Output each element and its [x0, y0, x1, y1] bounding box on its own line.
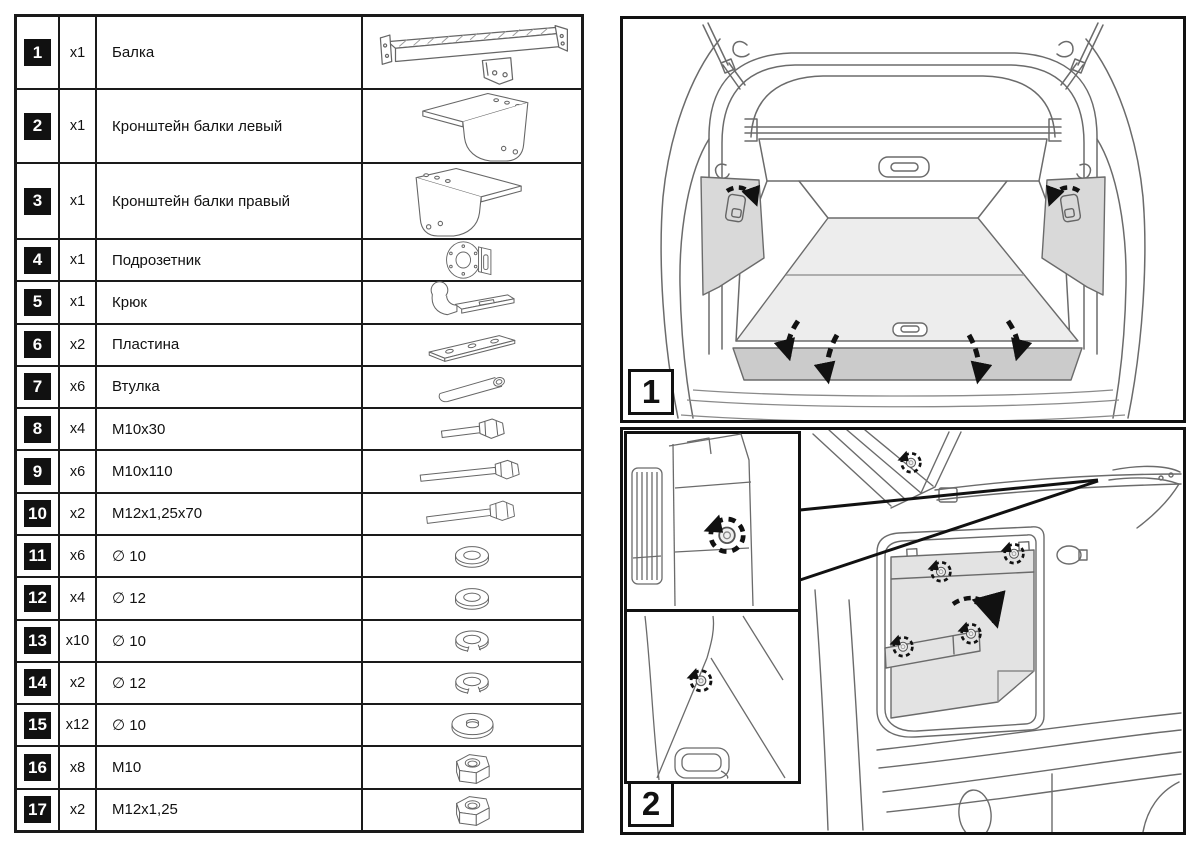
- part-number-badge: 10: [24, 500, 51, 527]
- table-row: [17, 451, 581, 493]
- part-name: M10: [97, 747, 363, 787]
- part-number-badge: 2: [24, 113, 51, 140]
- step-2-panel: [620, 427, 1186, 835]
- part-number-badge: 13: [24, 627, 51, 654]
- part-quantity: x2: [60, 790, 97, 830]
- trim-removal-illustration: [623, 430, 1183, 832]
- part-name: Кронштейн балки левый: [97, 90, 363, 162]
- part-name: Балка: [97, 17, 363, 88]
- table-row: [17, 17, 581, 90]
- table-row: [17, 494, 581, 536]
- washer-part-icon: [363, 536, 581, 576]
- part-name: M10x110: [97, 451, 363, 491]
- nut-part-icon: [363, 790, 581, 830]
- towball-hook-part-icon: [363, 282, 581, 322]
- table-row: [17, 325, 581, 367]
- screw-rotation-icon: [898, 451, 921, 472]
- part-number-badge: 12: [24, 585, 51, 612]
- part-name: M12x1,25: [97, 790, 363, 830]
- part-quantity: x4: [60, 409, 97, 449]
- part-quantity: x2: [60, 325, 97, 365]
- table-row: [17, 409, 581, 451]
- washer-part-icon: [363, 578, 581, 618]
- part-name: Пластина: [97, 325, 363, 365]
- table-row: [17, 536, 581, 578]
- part-quantity: x1: [60, 17, 97, 88]
- part-name: Втулка: [97, 367, 363, 407]
- part-quantity: x6: [60, 536, 97, 576]
- table-row: [17, 705, 581, 747]
- part-number-badge: 9: [24, 458, 51, 485]
- part-quantity: x1: [60, 240, 97, 280]
- inset-vent-grille-detail: [626, 433, 800, 611]
- medium-bolt-part-icon: [363, 494, 581, 534]
- part-name: ∅ 10: [97, 536, 363, 576]
- part-quantity: x4: [60, 578, 97, 618]
- table-row: [17, 663, 581, 705]
- right-bracket-part-icon: [363, 164, 581, 238]
- plate-part-icon: [363, 325, 581, 365]
- part-number-badge: 7: [24, 373, 51, 400]
- part-quantity: x6: [60, 451, 97, 491]
- nut-part-icon: [363, 747, 581, 787]
- left-bracket-part-icon: [363, 90, 581, 162]
- part-number-badge: 6: [24, 331, 51, 358]
- table-row: [17, 747, 581, 789]
- part-quantity: x1: [60, 90, 97, 162]
- part-name: ∅ 10: [97, 621, 363, 661]
- table-row: [17, 790, 581, 830]
- table-row: [17, 578, 581, 620]
- part-name: M12x1,25x70: [97, 494, 363, 534]
- part-name: Подрозетник: [97, 240, 363, 280]
- part-number-badge: 1: [24, 39, 51, 66]
- part-quantity: x8: [60, 747, 97, 787]
- part-name: ∅ 12: [97, 663, 363, 703]
- parts-table: [14, 14, 584, 833]
- part-number-badge: 5: [24, 289, 51, 316]
- step-2-label: 2: [628, 781, 674, 827]
- part-name: ∅ 10: [97, 705, 363, 745]
- bumper-sill: [733, 348, 1082, 380]
- table-row: [17, 367, 581, 409]
- car-rear-trunk-illustration: [623, 19, 1183, 420]
- inset-trim-handle-detail: [626, 611, 800, 783]
- flat-washer-part-icon: [363, 705, 581, 745]
- table-row: [17, 90, 581, 164]
- part-name: M10x30: [97, 409, 363, 449]
- part-number-badge: 17: [24, 796, 51, 823]
- part-name: Крюк: [97, 282, 363, 322]
- beam-part-icon: [363, 17, 581, 88]
- spring-washer-part-icon: [363, 621, 581, 661]
- part-quantity: x1: [60, 282, 97, 322]
- table-row: [17, 282, 581, 324]
- part-quantity: x12: [60, 705, 97, 745]
- bushing-part-icon: [363, 367, 581, 407]
- part-number-badge: 11: [24, 543, 51, 570]
- part-name: ∅ 12: [97, 578, 363, 618]
- step-1-panel: [620, 16, 1186, 423]
- long-bolt-part-icon: [363, 451, 581, 491]
- part-number-badge: 4: [24, 247, 51, 274]
- part-quantity: x2: [60, 494, 97, 534]
- part-name: Кронштейн балки правый: [97, 164, 363, 238]
- step-1-label: 1: [628, 369, 674, 415]
- table-row: [17, 164, 581, 240]
- part-number-badge: 8: [24, 416, 51, 443]
- part-number-badge: 3: [24, 188, 51, 215]
- socket-plate-part-icon: [363, 240, 581, 280]
- part-number-badge: 15: [24, 712, 51, 739]
- spring-washer-part-icon: [363, 663, 581, 703]
- table-row: [17, 240, 581, 282]
- part-number-badge: 14: [24, 669, 51, 696]
- short-bolt-part-icon: [363, 409, 581, 449]
- part-quantity: x6: [60, 367, 97, 407]
- table-row: [17, 621, 581, 663]
- part-quantity: x2: [60, 663, 97, 703]
- part-quantity: x10: [60, 621, 97, 661]
- part-number-badge: 16: [24, 754, 51, 781]
- part-quantity: x1: [60, 164, 97, 238]
